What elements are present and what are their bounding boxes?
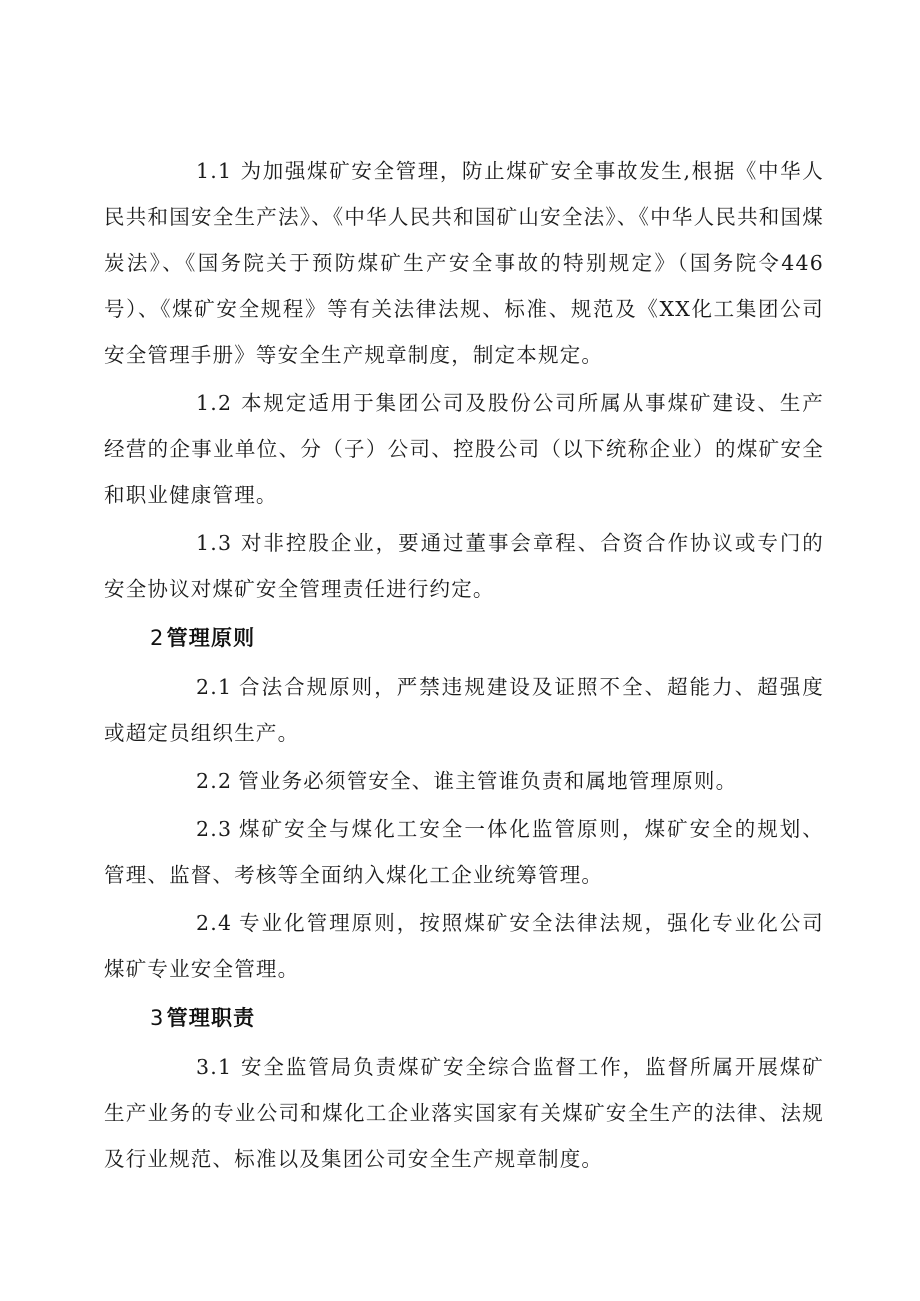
paragraph-number: 1.2 — [196, 391, 233, 415]
section-number: 2 — [150, 626, 165, 650]
section-heading-2 — [104, 614, 824, 662]
paragraph-text: 为加强煤矿安全管理，防止煤矿安全事故发生,根据《中华人民共和国安全生产法》、《中华人民共和国矿山安全法》、《中华人民共和国煤炭法》、《国务院关于预防煤矿生产安全事故的特别规定》（国务院令446号）、《煤矿安全规程》等有关法律法规、标准、规范及《XX化工集团公司安全管理手册》等安全生产规章制度，制定本规定。 — [104, 159, 824, 367]
paragraph-number: 2.1 — [196, 675, 233, 699]
paragraph-1-3 — [104, 520, 824, 612]
paragraph-text: 管业务必须管安全、谁主管谁负责和属地管理原则。 — [238, 769, 738, 793]
paragraph-1-1 — [104, 148, 824, 378]
paragraph-number: 3.1 — [196, 1055, 233, 1079]
paragraph-1-2 — [104, 380, 824, 518]
paragraph-number: 2.2 — [196, 769, 233, 793]
section-heading-3 — [104, 994, 824, 1042]
paragraph-text: 安全监管局负责煤矿安全综合监督工作，监督所属开展煤矿生产业务的专业公司和煤化工企业落实国家有关煤矿安全生产的法律、法规及行业规范、标准以及集团公司安全生产规章制度。 — [104, 1055, 824, 1171]
paragraph-2-2 — [104, 758, 824, 804]
paragraph-text: 煤矿安全与煤化工安全一体化监管原则，煤矿安全的规划、管理、监督、考核等全面纳入煤化工企业统筹管理。 — [104, 817, 824, 887]
paragraph-text: 对非控股企业，要通过董事会章程、合资合作协议或专门的安全协议对煤矿安全管理责任进行约定。 — [104, 531, 824, 601]
paragraph-number: 2.3 — [196, 817, 233, 841]
paragraph-2-1 — [104, 664, 824, 756]
paragraph-text: 本规定适用于集团公司及股份公司所属从事煤矿建设、生产经营的企事业单位、分（子）公司、控股公司（以下统称企业）的煤矿安全和职业健康管理。 — [104, 391, 824, 507]
paragraph-number: 1.1 — [196, 159, 233, 183]
section-title: 管理职责 — [166, 1006, 256, 1030]
paragraph-number: 2.4 — [196, 911, 233, 935]
section-title: 管理原则 — [166, 626, 256, 650]
document-body — [104, 148, 824, 1182]
paragraph-2-4 — [104, 900, 824, 992]
section-number: 3 — [150, 1006, 165, 1030]
paragraph-3-1 — [104, 1044, 824, 1182]
paragraph-text: 专业化管理原则，按照煤矿安全法律法规，强化专业化公司煤矿专业安全管理。 — [104, 911, 824, 981]
paragraph-text: 合法合规原则，严禁违规建设及证照不全、超能力、超强度或超定员组织生产。 — [104, 675, 824, 745]
paragraph-2-3 — [104, 806, 824, 898]
paragraph-number: 1.3 — [196, 531, 233, 555]
